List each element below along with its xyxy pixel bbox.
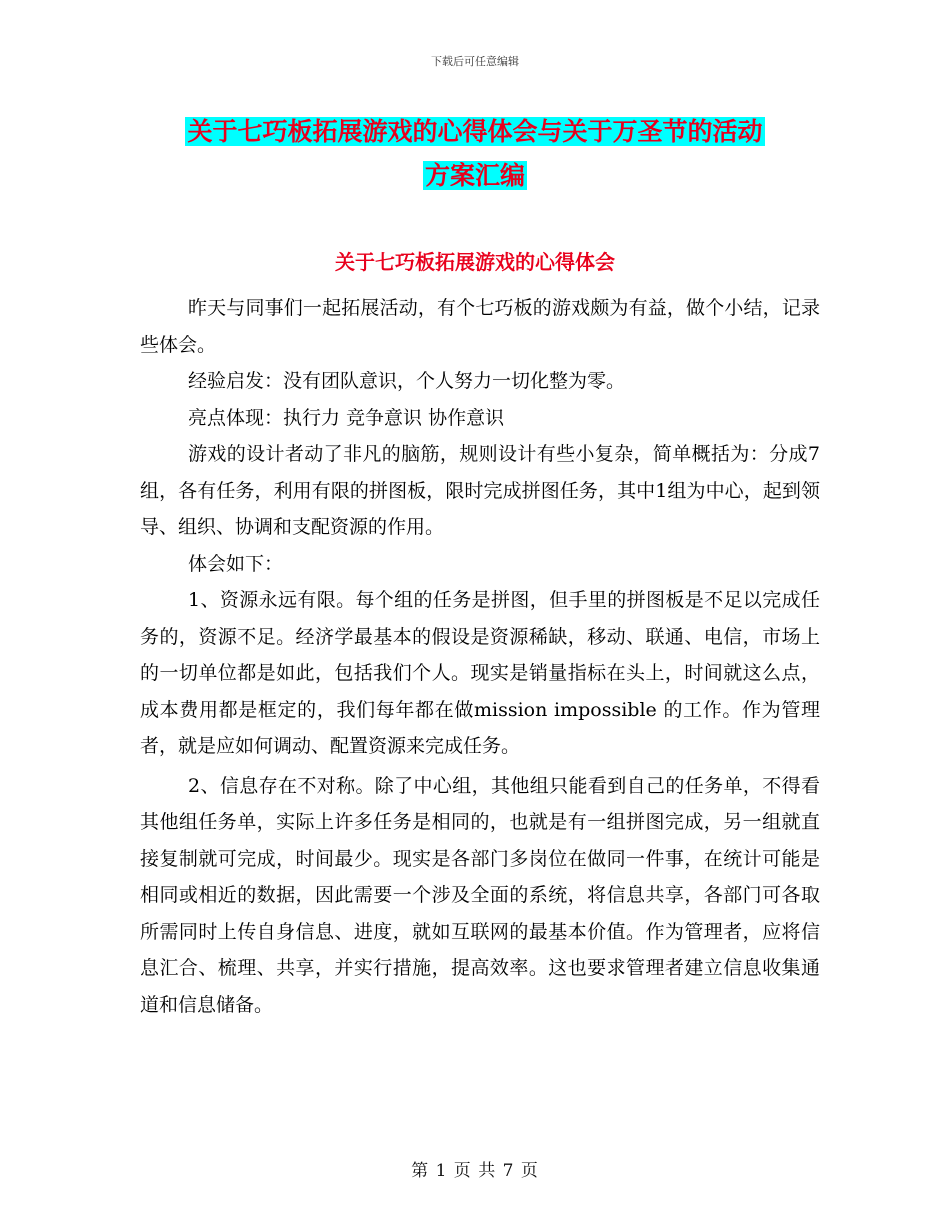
title-line-1: 关于七巧板拓展游戏的心得体会与关于万圣节的活动	[187, 117, 763, 146]
body-text	[140, 290, 820, 1023]
title-line-2: 方案汇编	[424, 161, 525, 190]
paragraph: 昨天与同事们一起拓展活动，有个七巧板的游戏颇为有益，做个小结，记录些体会。	[140, 297, 820, 356]
paragraph: 体会如下：	[188, 552, 284, 575]
paragraph: 经验启发：没有团队意识，个人努力一切化整为零。	[188, 370, 626, 392]
document-title	[0, 110, 950, 198]
paragraph: 1、资源永远有限。每个组的任务是拼图，但手里的拼图板是不足以完成任务的，资源不足。经济学最基本的假设是资源稀缺，移动、联通、电信，市场上的一切单位都是如此，包括我们个人。现实是销量指标在头上，时间就这么点，成本费用都是框定的，我们每年都在做mission impossible 的工作。作为管理者，就是应如何调动、配置资源来完成任务。	[140, 589, 820, 757]
header-note: 下载后可任意编辑	[431, 55, 519, 68]
page-number-footer: 第 1 页 共 7 页	[411, 1161, 539, 1181]
paragraph: 游戏的设计者动了非凡的脑筋，规则设计有些小复杂，简单概括为：分成7组，各有任务，利用有限的拼图板，限时完成拼图任务，其中1组为中心，起到领导、组织、协调和支配资源的作用。	[140, 443, 820, 538]
paragraph: 2、信息存在不对称。除了中心组，其他组只能看到自己的任务单，不得看其他组任务单，实际上许多任务是相同的，也就是有一组拼图完成，另一组就直接复制就可完成，时间最少。现实是各部门多岗位在做同一件事，在统计可能是相同或相近的数据，因此需要一个涉及全面的系统，将信息共享，各部门可各取所需同时上传自身信息、进度，就如互联网的最基本价值。作为管理者，应将信息汇合、梳理、共享，并实行措施，提高效率。这也要求管理者建立信息收集通道和信息储备。	[140, 774, 820, 1016]
paragraph: 亮点体现：执行力 竞争意识 协作意识	[188, 406, 505, 429]
section-title: 关于七巧板拓展游戏的心得体会	[335, 250, 615, 274]
